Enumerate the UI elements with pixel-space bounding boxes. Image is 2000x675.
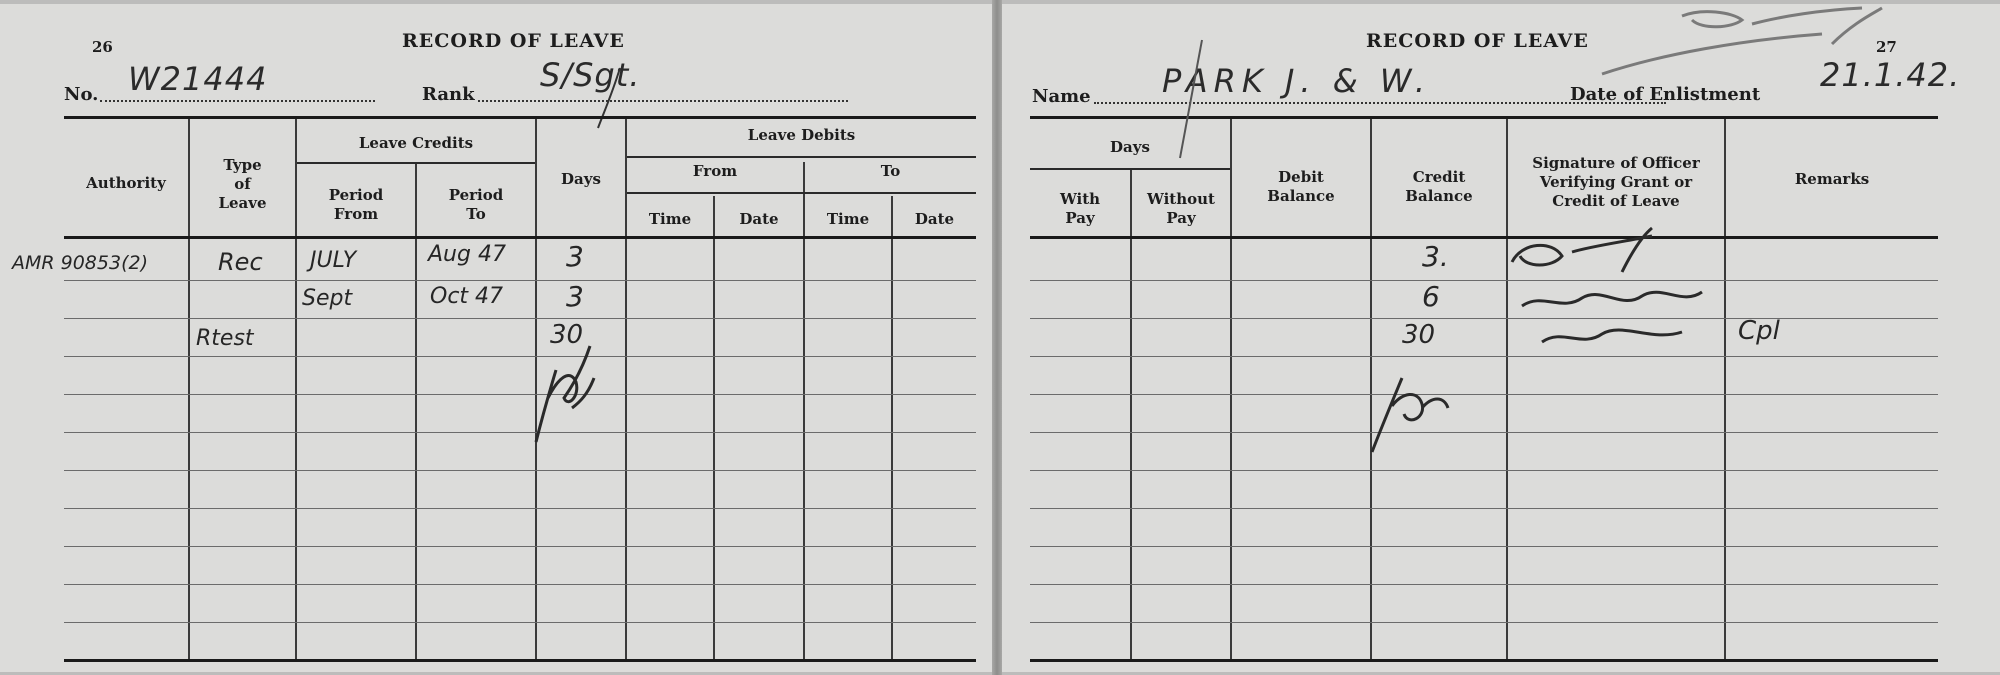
- row2-credit-balance: 6: [1422, 280, 1440, 313]
- row-rule: [64, 432, 976, 433]
- row2-period-to: Oct 47: [430, 284, 504, 309]
- row1-period-from: JULY: [310, 248, 357, 273]
- table-bottom-rule: [64, 659, 976, 662]
- header-bottom-rule: [1030, 236, 1938, 239]
- page-title: RECORD OF LEAVE: [402, 30, 625, 52]
- row3-remarks: Cpl: [1738, 316, 1780, 346]
- page-number: 27: [1876, 38, 1897, 56]
- col-divider: [1130, 169, 1132, 659]
- header-days: Days: [561, 170, 601, 188]
- name-value: PARK J. & W.: [1162, 62, 1432, 100]
- rank-label: Rank: [422, 84, 475, 105]
- header-date: Date: [914, 210, 955, 228]
- row-rule: [1030, 318, 1938, 319]
- row3-days: 30: [550, 320, 584, 350]
- row-rule: [64, 508, 976, 509]
- row-rule: [1030, 394, 1938, 395]
- row3-type: Rtest: [196, 326, 254, 351]
- row1-period-to: Aug 47: [428, 242, 506, 267]
- row1-authority: AMR 90853(2): [12, 252, 148, 274]
- rank-pen-stroke: [590, 64, 640, 134]
- row1-type: Rec: [218, 248, 263, 276]
- rank-value: S/Sgt.: [540, 56, 641, 94]
- col-divider: [1724, 119, 1726, 659]
- header-without-pay: Without Pay: [1147, 190, 1215, 227]
- row-rule: [1030, 470, 1938, 471]
- enlistment-label: Date of Enlistment: [1570, 84, 1761, 105]
- header-to: To: [880, 162, 901, 180]
- name-label: Name: [1032, 86, 1091, 107]
- no-label: No.: [64, 84, 99, 105]
- row-rule: [64, 394, 976, 395]
- row-rule: [64, 546, 976, 547]
- left-page: [0, 4, 992, 672]
- header-credit-balance: Credit Balance: [1405, 168, 1473, 205]
- row-rule: [64, 280, 976, 281]
- header-days: Days: [1110, 138, 1150, 156]
- name-pen-stroke: [1162, 34, 1222, 164]
- initials-signature: [528, 338, 608, 448]
- header-period-to: Period To: [448, 186, 504, 223]
- row2-period-from: Sept: [302, 286, 353, 311]
- row-rule: [1030, 584, 1938, 585]
- header-authority: Authority: [86, 174, 166, 192]
- right-page: [1002, 4, 2000, 672]
- table-top-rule: [64, 116, 976, 119]
- row-rule: [1030, 356, 1938, 357]
- row-rule: [1030, 432, 1938, 433]
- row-rule: [64, 318, 976, 319]
- header-debit-balance: Debit Balance: [1267, 168, 1335, 205]
- row-rule: [64, 356, 976, 357]
- header-signature: Signature of Officer Verifying Grant or Credit of Leave: [1532, 154, 1700, 210]
- no-line: [100, 100, 375, 102]
- row-rule: [1030, 622, 1938, 623]
- officer-signature: [1502, 222, 1732, 362]
- header-time: Time: [826, 210, 870, 228]
- header-bottom-rule: [64, 236, 976, 239]
- col-divider: [713, 196, 715, 659]
- row3-credit-balance: 30: [1402, 320, 1436, 350]
- row-rule: [1030, 280, 1938, 281]
- row1-days: 3: [566, 240, 584, 273]
- header-leave-debits: Leave Debits: [747, 126, 856, 144]
- row1-credit-balance: 3.: [1422, 240, 1449, 273]
- header-leave-credits: Leave Credits: [358, 134, 474, 152]
- header-remarks: Remarks: [1794, 170, 1870, 188]
- book-gutter: [992, 0, 1002, 675]
- credit-initials: [1362, 356, 1462, 456]
- header-time: Time: [648, 210, 692, 228]
- rank-line: [478, 100, 848, 102]
- row-rule: [64, 622, 976, 623]
- row2-days: 3: [566, 280, 584, 313]
- header-rule: [297, 162, 535, 164]
- header-rule: [1030, 168, 1230, 170]
- service-number: W21444: [128, 60, 268, 98]
- row-rule: [1030, 508, 1938, 509]
- page-title: RECORD OF LEAVE: [1366, 30, 1589, 52]
- header-rule: [627, 192, 976, 194]
- header-rule: [627, 156, 976, 158]
- row-rule: [64, 470, 976, 471]
- header-type-of-leave: Type of Leave: [218, 156, 267, 212]
- header-from: From: [692, 162, 738, 180]
- header-period-from: Period From: [328, 186, 384, 223]
- enlistment-date: 21.1.42.: [1820, 56, 1961, 94]
- header-date: Date: [739, 210, 779, 228]
- table-bottom-rule: [1030, 659, 1938, 662]
- page-number: 26: [92, 38, 113, 56]
- col-divider: [891, 196, 893, 659]
- row-rule: [1030, 546, 1938, 547]
- col-divider: [625, 119, 627, 659]
- header-with-pay: With Pay: [1059, 190, 1101, 227]
- row-rule: [64, 584, 976, 585]
